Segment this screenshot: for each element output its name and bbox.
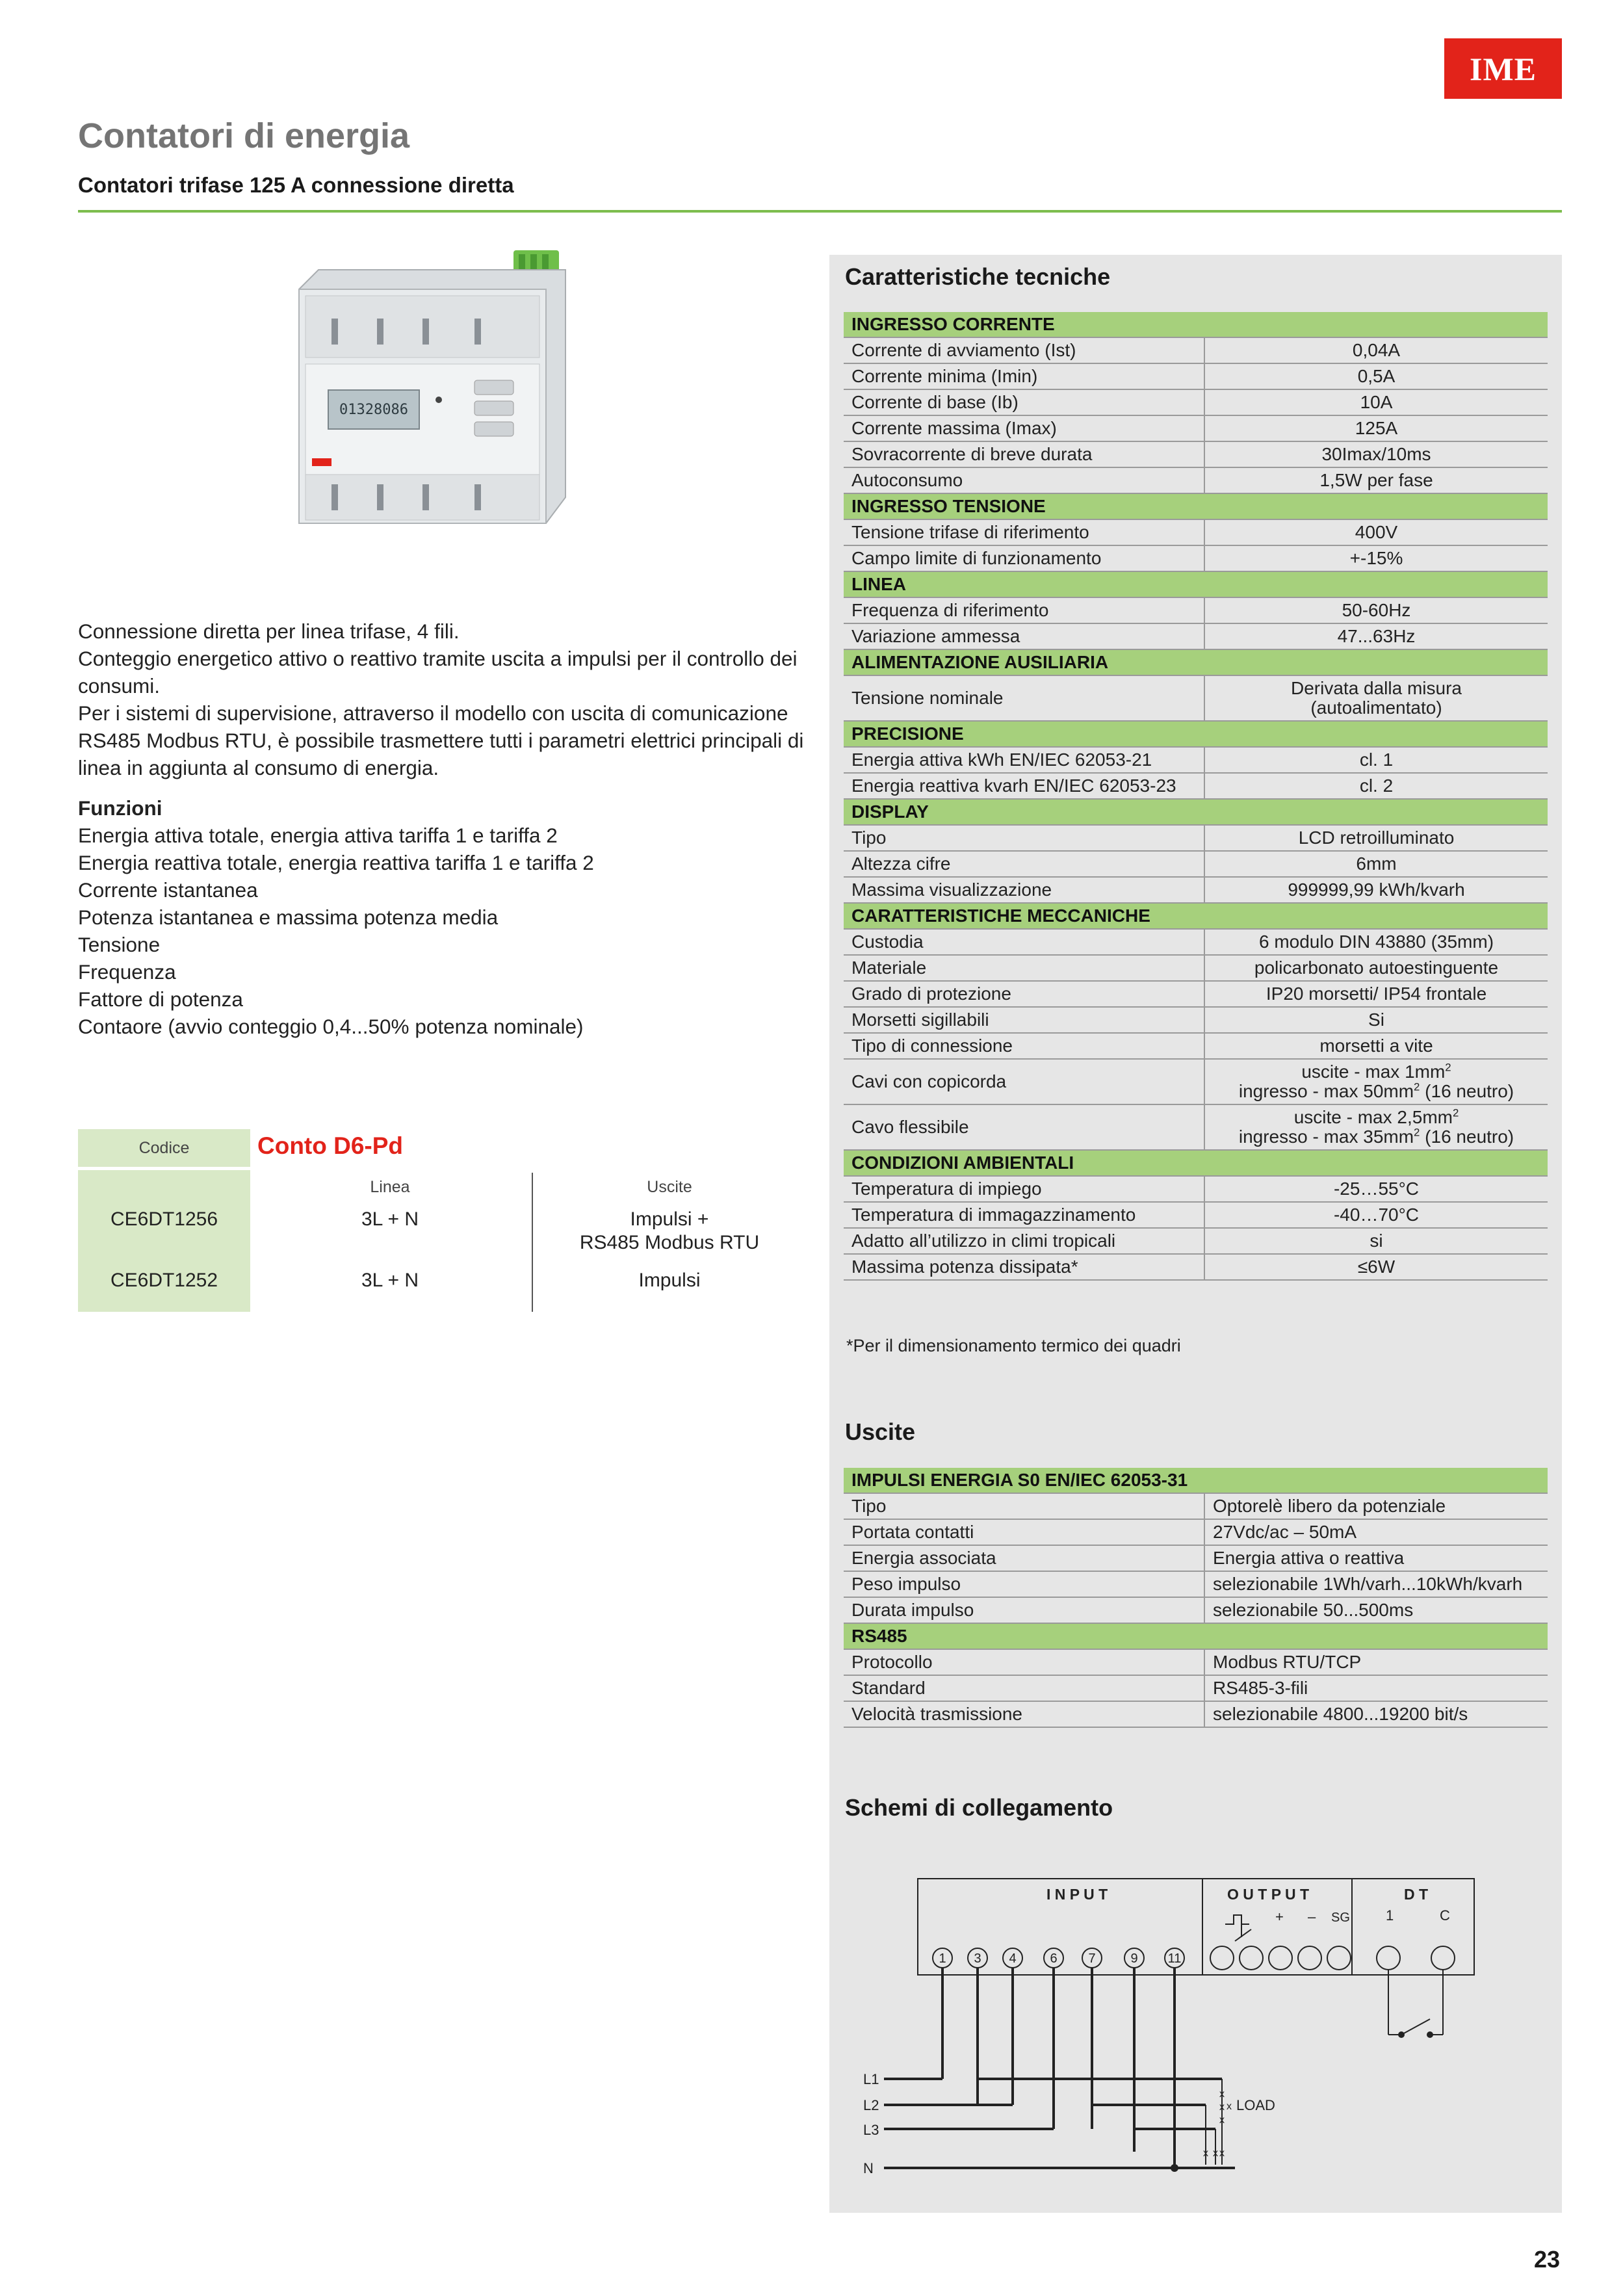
table-row (844, 441, 1548, 467)
spec-label: Protocollo (844, 1649, 1204, 1675)
section-header: CARATTERISTICHE MECCANICHE (844, 903, 1548, 929)
table-row (844, 467, 1548, 493)
table-row (844, 1254, 1548, 1280)
spec-value-line: uscite - max 1mm (1301, 1062, 1446, 1082)
svg-text:x: x (1219, 2102, 1225, 2113)
spec-label: Cavi con copicorda (844, 1059, 1204, 1104)
spec-value: 10A (1204, 389, 1548, 415)
superscript: 2 (1414, 1126, 1420, 1139)
wiring-title: Schemi di collegamento (845, 1794, 1113, 1821)
spec-value: RS485-3-fili (1204, 1675, 1548, 1701)
spec-label: Tensione trifase di riferimento (844, 519, 1204, 545)
spec-value: -40…70°C (1204, 1202, 1548, 1228)
spec-value: cl. 2 (1204, 773, 1548, 799)
superscript: 2 (1445, 1061, 1451, 1074)
spec-value: policarbonato autoestinguente (1204, 955, 1548, 981)
spec-value: selezionabile 50...500ms (1204, 1597, 1548, 1623)
spec-value-line: (autoalimentato) (1310, 698, 1442, 718)
spec-label: Portata contatti (844, 1519, 1204, 1545)
section-header: RS485 (844, 1623, 1548, 1649)
pulse-icon (1225, 1915, 1249, 1924)
codes-uscite-value (552, 1208, 786, 1255)
table-row (844, 415, 1548, 441)
terminal-label: 9 (1130, 1951, 1138, 1966)
specs-footnote: *Per il dimensionamento termico dei quadri (846, 1336, 1181, 1355)
spec-label: Morsetti sigillabili (844, 1007, 1204, 1033)
table-row (844, 1176, 1548, 1202)
spec-value: cl. 1 (1204, 747, 1548, 773)
spec-label: Cavo flessibile (844, 1104, 1204, 1150)
spec-value: 6 modulo DIN 43880 (35mm) (1204, 929, 1548, 955)
codes-uscite-line: RS485 Modbus RTU (579, 1232, 760, 1253)
spec-value-line: ingresso - max 50mm (1238, 1081, 1414, 1101)
table-row (844, 1701, 1548, 1727)
spec-value (1204, 1104, 1548, 1150)
svg-text:x: x (1213, 2148, 1218, 2159)
section-header: PRECISIONE (844, 721, 1548, 747)
spec-value: ≤6W (1204, 1254, 1548, 1280)
table-row (844, 363, 1548, 389)
terminal-label: 1 (939, 1951, 946, 1966)
spec-value (1204, 1059, 1548, 1104)
section-header: IMPULSI ENERGIA S0 EN/IEC 62053-31 (844, 1468, 1548, 1493)
svg-text:x: x (1219, 2148, 1225, 2159)
spec-value: -25…55°C (1204, 1176, 1548, 1202)
table-row (844, 955, 1548, 981)
spec-value: 47...63Hz (1204, 623, 1548, 649)
spec-label: Massima visualizzazione (844, 877, 1204, 903)
function-item: Frequenza (78, 960, 176, 984)
function-item: Energia attiva totale, energia attiva tariffa 1 e tariffa 2 (78, 824, 558, 847)
load-label: LOAD (1236, 2097, 1275, 2113)
input-label: I N P U T (1046, 1886, 1108, 1903)
table-row (844, 337, 1548, 363)
table-row (844, 1202, 1548, 1228)
table-row (844, 1059, 1548, 1104)
output-label: O U T P U T (1227, 1886, 1310, 1903)
product-description (78, 618, 806, 1040)
dt-c-label: C (1440, 1907, 1450, 1924)
description-paragraph: Conteggio energetico attivo o reattivo tramite uscita a impulsi per il controllo dei consumi. (78, 647, 798, 698)
spec-label: Tipo (844, 825, 1204, 851)
page-title: Contatori di energia (78, 116, 410, 155)
spec-value: 6mm (1204, 851, 1548, 877)
spec-value: morsetti a vite (1204, 1033, 1548, 1059)
header-divider (78, 210, 1562, 213)
codes-linea-value: 3L + N (361, 1270, 419, 1291)
table-row (844, 389, 1548, 415)
wiring-diagram (845, 1853, 1540, 2191)
spec-label: Corrente di avviamento (Ist) (844, 337, 1204, 363)
terminal-label: 7 (1088, 1951, 1096, 1966)
spec-value-line: (16 neutro) (1420, 1127, 1514, 1147)
function-item: Potenza istantanea e massima potenza media (78, 906, 499, 929)
terminal-label: 11 (1167, 1951, 1182, 1966)
table-row (844, 1007, 1548, 1033)
table-row (844, 623, 1548, 649)
spec-label: Grado di protezione (844, 981, 1204, 1007)
svg-text:x: x (1227, 2101, 1232, 2112)
spec-value-line: Derivata dalla misura (1291, 678, 1462, 698)
spec-value: 125A (1204, 415, 1548, 441)
spec-label: Tensione nominale (844, 675, 1204, 721)
table-row (844, 1493, 1548, 1519)
section-header: LINEA (844, 571, 1548, 597)
table-row (844, 519, 1548, 545)
spec-value: 50-60Hz (1204, 597, 1548, 623)
spec-label: Altezza cifre (844, 851, 1204, 877)
description-paragraph: RS485 Modbus RTU, è possibile trasmettere tutti i parametri elettrici principali di linea in aggiunta al consumo di energia. (78, 729, 804, 779)
function-item: Fattore di potenza (78, 987, 243, 1011)
codes-col-linea: Linea (370, 1178, 410, 1196)
spec-value: 0,5A (1204, 363, 1548, 389)
spec-label: Variazione ammessa (844, 623, 1204, 649)
line-label: L1 (863, 2071, 879, 2087)
minus-label: – (1308, 1909, 1316, 1925)
product-code: CE6DT1256 (110, 1208, 218, 1230)
description-paragraph: Per i sistemi di supervisione, attraverso il modello con uscita di comunicazione (78, 701, 788, 725)
description-paragraph: Connessione diretta per linea trifase, 4 fili. (78, 620, 460, 643)
plus-label: + (1275, 1909, 1284, 1925)
spec-label: Corrente massima (Imax) (844, 415, 1204, 441)
table-row (844, 1571, 1548, 1597)
specs-title: Caratteristiche tecniche (845, 263, 1111, 290)
table-row (844, 851, 1548, 877)
product-series: Conto D6-Pd (257, 1132, 404, 1159)
spec-label: Energia associata (844, 1545, 1204, 1571)
table-row (844, 1597, 1548, 1623)
function-item: Corrente istantanea (78, 878, 258, 902)
brand-logo: IME (1444, 38, 1562, 99)
spec-label: Durata impulso (844, 1597, 1204, 1623)
spec-value-line: ingresso - max 35mm (1238, 1127, 1414, 1147)
svg-text:x: x (1219, 2089, 1225, 2100)
energy-meter-image (279, 250, 617, 549)
svg-text:x: x (1219, 2115, 1225, 2126)
table-row (844, 1228, 1548, 1254)
page-subtitle: Contatori trifase 125 A connessione diretta (78, 173, 514, 197)
dt-label: D T (1404, 1886, 1429, 1903)
spec-value: 1,5W per fase (1204, 467, 1548, 493)
spec-value: LCD retroilluminato (1204, 825, 1548, 851)
line-label: N (863, 2160, 874, 2176)
section-header: INGRESSO CORRENTE (844, 312, 1548, 337)
superscript: 2 (1414, 1080, 1420, 1093)
functions-title: Funzioni (78, 796, 162, 820)
spec-value: 999999,99 kWh/kvarh (1204, 877, 1548, 903)
spec-label: Peso impulso (844, 1571, 1204, 1597)
spec-label: Tipo di connessione (844, 1033, 1204, 1059)
table-row (844, 981, 1548, 1007)
superscript: 2 (1452, 1106, 1459, 1119)
spec-label: Autoconsumo (844, 467, 1204, 493)
spec-label: Corrente di base (Ib) (844, 389, 1204, 415)
spec-label: Massima potenza dissipata* (844, 1254, 1204, 1280)
table-row (844, 1675, 1548, 1701)
outputs-table (844, 1468, 1548, 1728)
codes-uscite-value: Impulsi (638, 1270, 701, 1291)
function-item: Tensione (78, 933, 161, 956)
spec-value: +-15% (1204, 545, 1548, 571)
table-row (844, 1519, 1548, 1545)
spec-value: Optorelè libero da potenziale (1204, 1493, 1548, 1519)
spec-label: Temperatura di immagazzinamento (844, 1202, 1204, 1228)
spec-value: selezionabile 4800...19200 bit/s (1204, 1701, 1548, 1727)
spec-value: Modbus RTU/TCP (1204, 1649, 1548, 1675)
page-number: 23 (1534, 2246, 1561, 2273)
table-row (844, 825, 1548, 851)
codes-divider (532, 1173, 533, 1312)
table-row (844, 545, 1548, 571)
spec-label: Energia attiva kWh EN/IEC 62053-21 (844, 747, 1204, 773)
section-header: CONDIZIONI AMBIENTALI (844, 1150, 1548, 1176)
table-row (844, 773, 1548, 799)
function-item: Contaore (avvio conteggio 0,4...50% potenza nominale) (78, 1015, 584, 1038)
specs-table (844, 312, 1548, 1281)
terminal-label: 4 (1009, 1951, 1017, 1966)
dt-1-label: 1 (1386, 1907, 1394, 1924)
spec-value: IP20 morsetti/ IP54 frontale (1204, 981, 1548, 1007)
outputs-title: Uscite (845, 1418, 916, 1445)
table-row (844, 597, 1548, 623)
terminal-label: 6 (1050, 1951, 1058, 1966)
section-header: INGRESSO TENSIONE (844, 493, 1548, 519)
product-code: CE6DT1252 (110, 1270, 218, 1291)
spec-label: Energia reattiva kvarh EN/IEC 62053-23 (844, 773, 1204, 799)
table-row (844, 1649, 1548, 1675)
spec-value: selezionabile 1Wh/varh...10kWh/kvarh (1204, 1571, 1548, 1597)
spec-label: Corrente minima (Imin) (844, 363, 1204, 389)
sg-label: SG (1331, 1911, 1350, 1925)
spec-label: Tipo (844, 1493, 1204, 1519)
terminal-label: 3 (974, 1951, 981, 1966)
spec-label: Materiale (844, 955, 1204, 981)
spec-value: 27Vdc/ac – 50mA (1204, 1519, 1548, 1545)
table-row (844, 877, 1548, 903)
spec-label: Velocità trasmissione (844, 1701, 1204, 1727)
spec-label: Campo limite di funzionamento (844, 545, 1204, 571)
table-row (844, 929, 1548, 955)
spec-value-line: (16 neutro) (1420, 1081, 1514, 1101)
codes-col-uscite: Uscite (647, 1178, 692, 1196)
spec-label: Custodia (844, 929, 1204, 955)
codes-linea-value: 3L + N (361, 1208, 419, 1230)
table-row (844, 747, 1548, 773)
spec-label: Adatto all’utilizzo in climi tropicali (844, 1228, 1204, 1254)
spec-value (1204, 675, 1548, 721)
function-item: Energia reattiva totale, energia reattiva tariffa 1 e tariffa 2 (78, 851, 594, 874)
meter-display-reading: 01328086 (339, 402, 408, 418)
spec-value: Energia attiva o reattiva (1204, 1545, 1548, 1571)
table-row (844, 1033, 1548, 1059)
spec-label: Frequenza di riferimento (844, 597, 1204, 623)
table-row (844, 1545, 1548, 1571)
spec-value: si (1204, 1228, 1548, 1254)
section-header: ALIMENTAZIONE AUSILIARIA (844, 649, 1548, 675)
table-row (844, 1104, 1548, 1150)
spec-label: Standard (844, 1675, 1204, 1701)
spec-value: Si (1204, 1007, 1548, 1033)
spec-value: 400V (1204, 519, 1548, 545)
codes-header: Codice (78, 1129, 250, 1167)
line-label: L2 (863, 2097, 879, 2113)
svg-text:x: x (1203, 2148, 1208, 2159)
section-header: DISPLAY (844, 799, 1548, 825)
spec-value: 0,04A (1204, 337, 1548, 363)
line-label: L3 (863, 2122, 879, 2138)
spec-value: 30Imax/10ms (1204, 441, 1548, 467)
codes-uscite-line: Impulsi + (630, 1208, 709, 1230)
spec-label: Sovracorrente di breve durata (844, 441, 1204, 467)
table-row (844, 675, 1548, 721)
spec-label: Temperatura di impiego (844, 1176, 1204, 1202)
spec-value-line: uscite - max 2,5mm (1293, 1107, 1453, 1127)
